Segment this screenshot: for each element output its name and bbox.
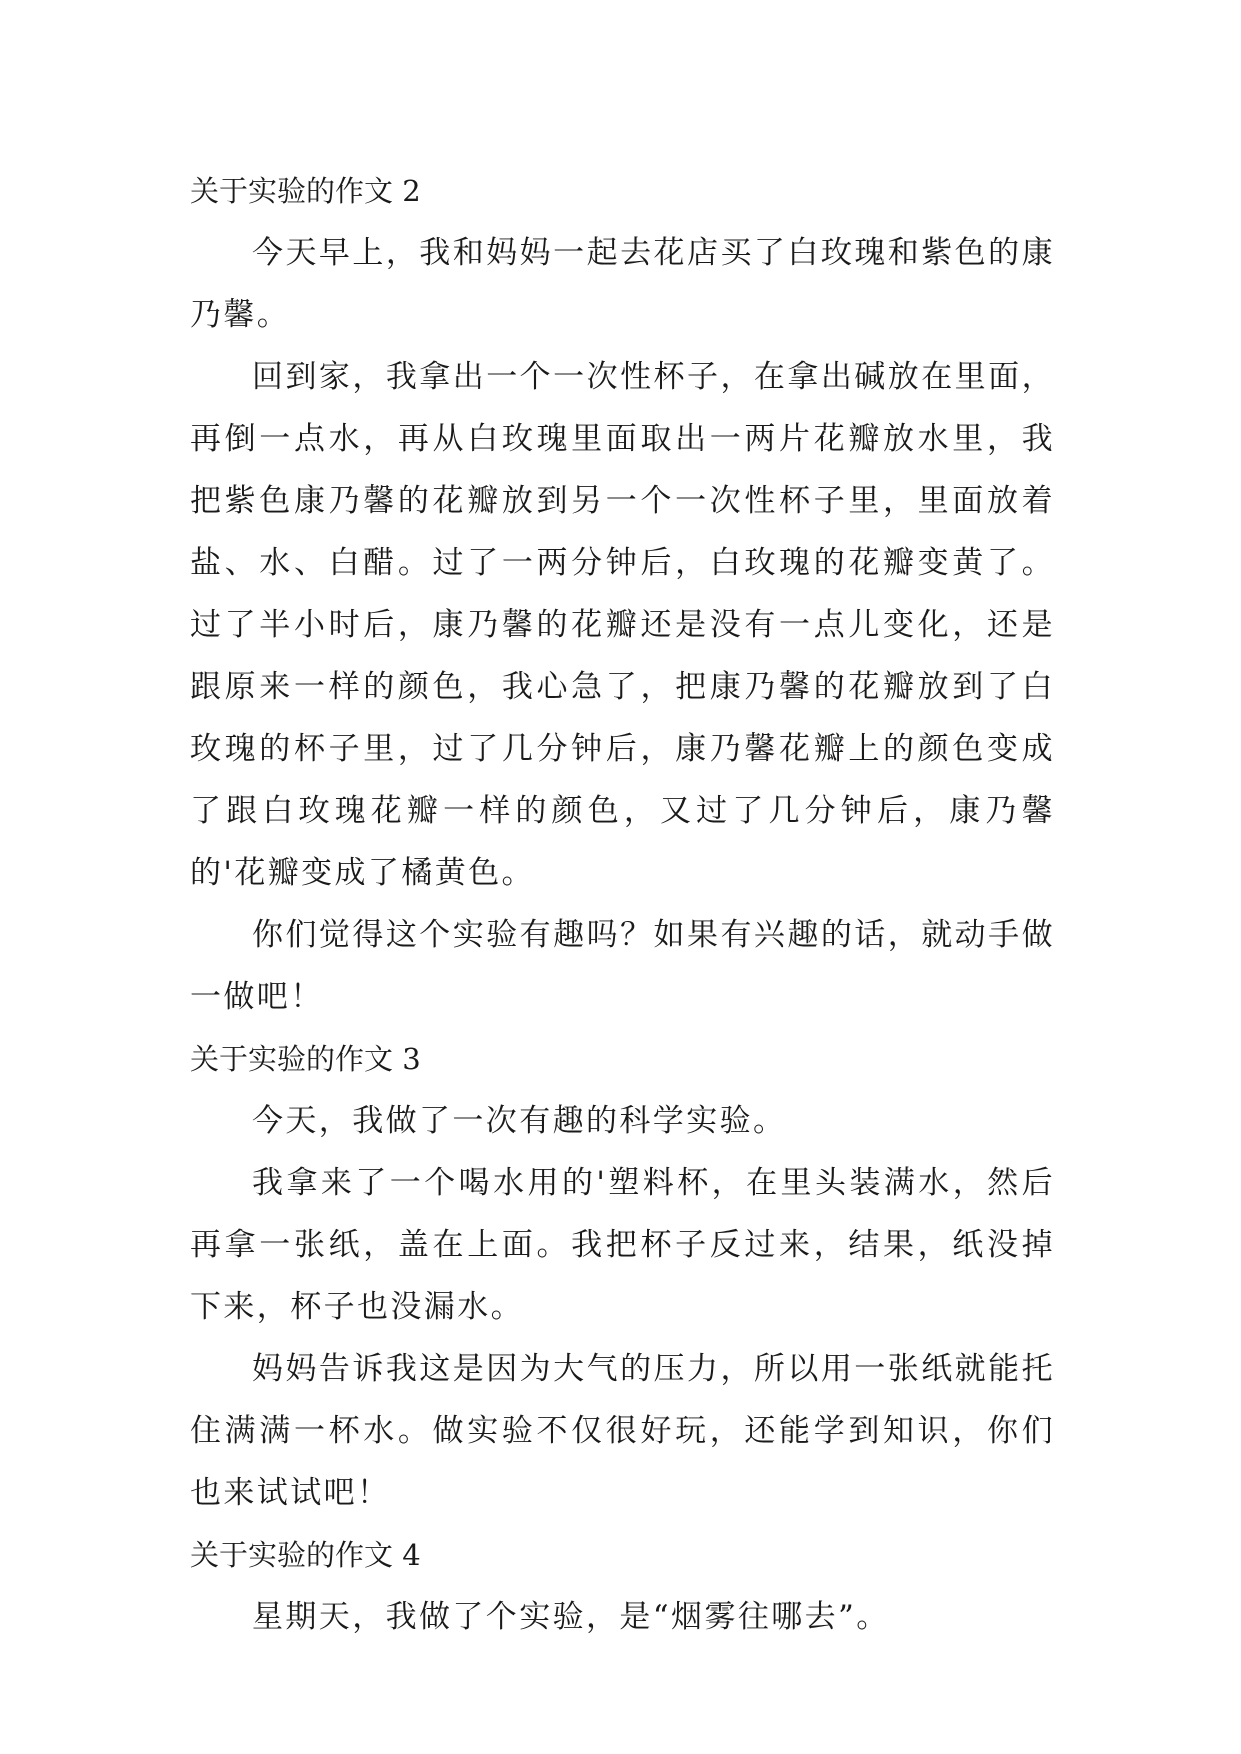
paragraph: 星期天，我做了个实验，是“烟雾往哪去”。	[252, 1599, 890, 1635]
section-heading: 关于实验的作文 2	[190, 174, 421, 208]
section-heading: 关于实验的作文 3	[190, 1042, 421, 1076]
paragraph: 你们觉得这个实验有趣吗？如果有兴趣的话，就动手做一做吧！	[190, 917, 1055, 1015]
paragraph: 妈妈告诉我这是因为大气的压力，所以用一张纸就能托住满满一杯水。做实验不仅很好玩，还能学到知识，你们也来试试吧！	[190, 1351, 1055, 1511]
document-body	[190, 160, 1055, 1648]
paragraph: 我拿来了一个喝水用的'塑料杯，在里头装满水，然后再拿一张纸，盖在上面。我把杯子反过来，结果，纸没掉下来，杯子也没漏水。	[190, 1165, 1055, 1325]
paragraph: 回到家，我拿出一个一次性杯子，在拿出碱放在里面，再倒一点水，再从白玫瑰里面取出一两片花瓣放水里，我把紫色康乃馨的花瓣放到另一个一次性杯子里，里面放着盐、水、白醋。过了一两分钟后，白玫瑰的花瓣变黄了。过了半小时后，康乃馨的花瓣还是没有一点儿变化，还是跟原来一样的颜色，我心急了，把康乃馨的花瓣放到了白玫瑰的杯子里，过了几分钟后，康乃馨花瓣上的颜色变成了跟白玫瑰花瓣一样的颜色，又过了几分钟后，康乃馨的'花瓣变成了橘黄色。	[190, 359, 1055, 891]
paragraph: 今天早上，我和妈妈一起去花店买了白玫瑰和紫色的康乃馨。	[190, 235, 1055, 333]
section-heading: 关于实验的作文 4	[190, 1538, 421, 1572]
paragraph: 今天，我做了一次有趣的科学实验。	[252, 1103, 787, 1139]
essay-section-3	[190, 1028, 1055, 1524]
essay-section-4	[190, 1524, 1055, 1648]
essay-section-2	[190, 160, 1055, 1028]
